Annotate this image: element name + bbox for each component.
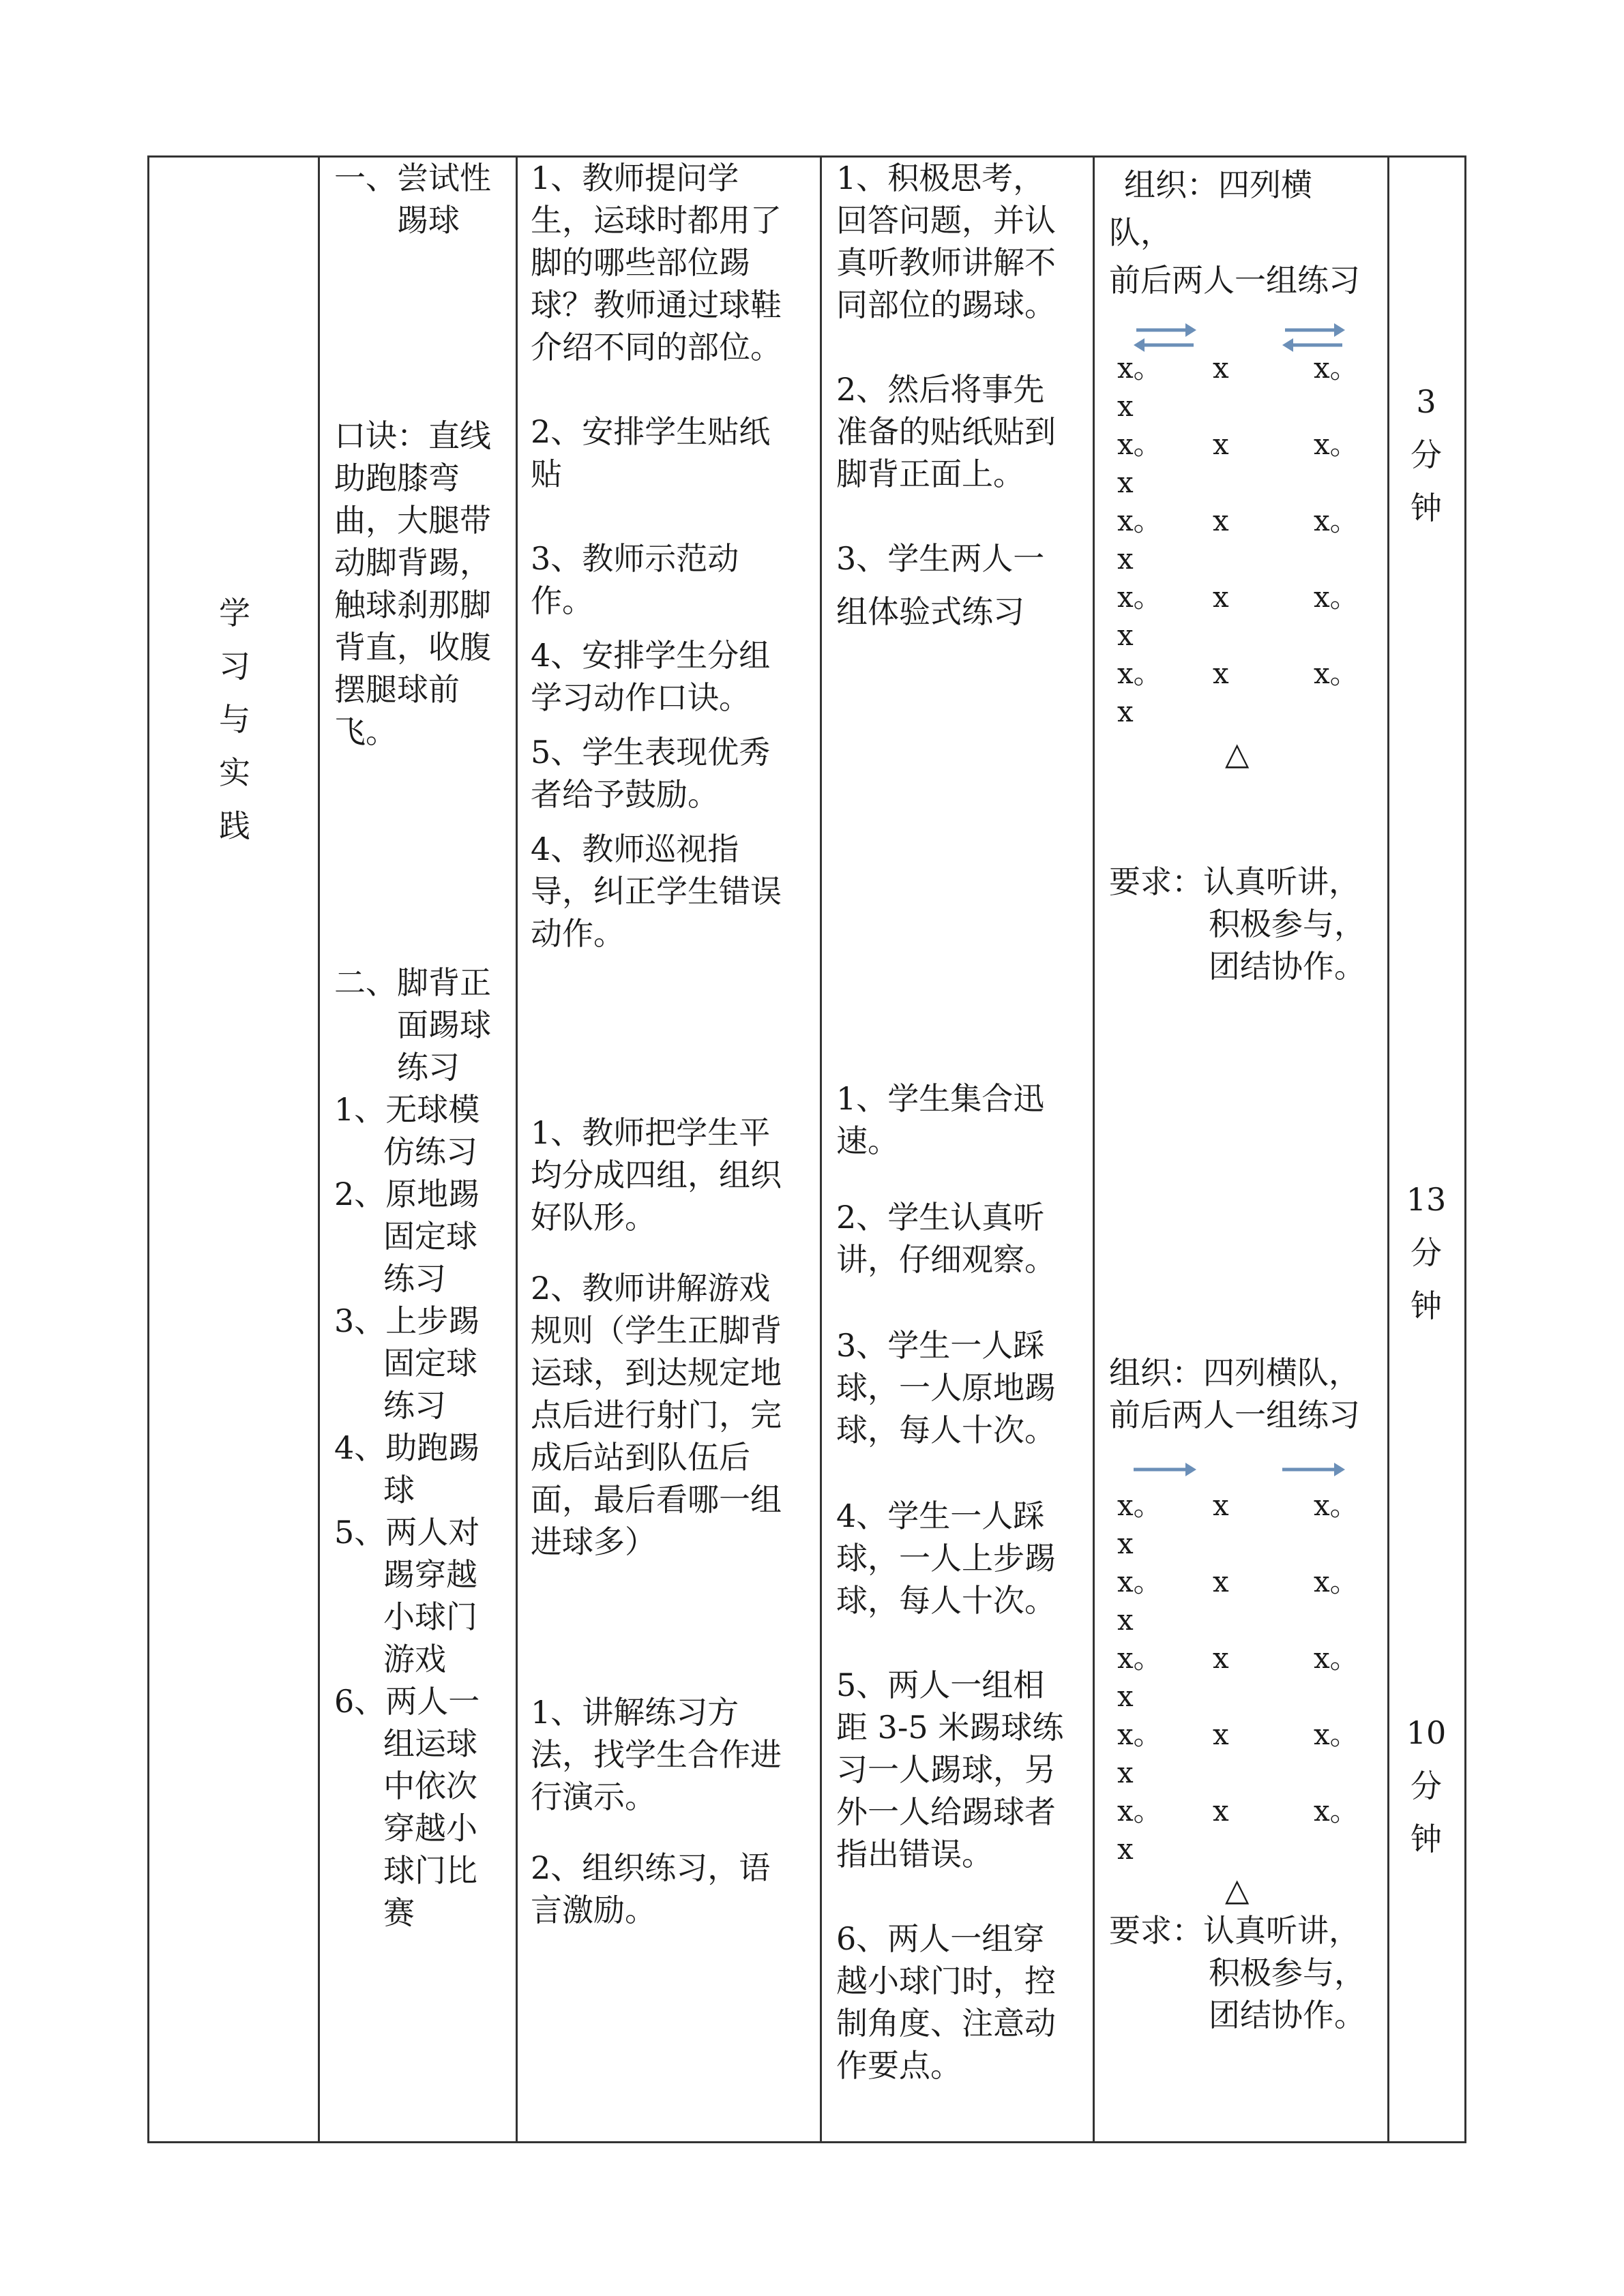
- teacher-line: 法，找学生合作进: [531, 1736, 782, 1773]
- formation-row: x: [1117, 1756, 1134, 1789]
- content-line: 练习: [383, 1260, 446, 1297]
- content-line: 游戏: [383, 1641, 446, 1678]
- student-line: 6、两人一组穿: [836, 1920, 1045, 1957]
- student-line: 准备的贴纸贴到: [836, 413, 1056, 450]
- teacher-line: 1、讲解练习方: [531, 1694, 739, 1731]
- teacher-line: 规则（学生正脚背: [531, 1312, 782, 1349]
- teacher-line: 面，最后看哪一组: [531, 1481, 782, 1518]
- section-label-char: 与: [219, 701, 250, 738]
- formation-row: x。 x x。: [1117, 504, 1359, 537]
- time-unit: 分: [1411, 436, 1442, 473]
- teacher-line: 好队形。: [531, 1199, 656, 1236]
- content-line: 赛: [383, 1894, 415, 1931]
- student-line: 1、学生集合迅: [836, 1080, 1045, 1117]
- formation-row: x。 x x。: [1117, 1718, 1359, 1751]
- teacher-line: 5、学生表现优秀: [531, 734, 771, 771]
- formation-diagram-1: [1117, 349, 1376, 731]
- section-label-char: 实: [219, 754, 250, 791]
- teacher-line: 言激励。: [531, 1892, 656, 1928]
- teacher-line: 导，纠正学生错误: [531, 873, 782, 910]
- formation-row: x。 x x。: [1117, 580, 1359, 614]
- content-line: 中依次: [383, 1768, 477, 1804]
- teacher-line: 成后站到队伍后: [531, 1439, 750, 1476]
- student-line: 速。: [836, 1122, 899, 1159]
- student-line: 同部位的踢球。: [836, 286, 1056, 323]
- formation-row: x: [1117, 1527, 1134, 1560]
- time-unit: 钟: [1411, 1821, 1442, 1858]
- section-label-char: 习: [219, 648, 250, 685]
- student-line: 球，每人十次。: [836, 1412, 1056, 1448]
- content-line: 练习: [383, 1387, 446, 1424]
- teacher-position-triangle: △: [1225, 735, 1250, 772]
- content-line: 飞。: [334, 713, 397, 750]
- table-right-border: [1464, 155, 1466, 2143]
- student-line: 3、学生两人一: [836, 540, 1045, 577]
- time-value: 13: [1406, 1181, 1447, 1218]
- student-line: 真听教师讲解不: [836, 244, 1056, 281]
- student-line: 球，每人十次。: [836, 1582, 1056, 1619]
- student-line: 指出错误。: [836, 1836, 993, 1873]
- teacher-line: 2、安排学生贴纸: [531, 413, 771, 450]
- formation-diagram-2: [1117, 1487, 1376, 1868]
- content-line: 4、助跑踢: [334, 1429, 480, 1466]
- formation-row: x: [1117, 695, 1134, 728]
- content-line: 二、脚背正: [334, 964, 491, 1001]
- teacher-line: 2、教师讲解游戏: [531, 1270, 771, 1307]
- student-line: 1、积极思考，: [836, 160, 1045, 196]
- content-line: 6、两人一: [334, 1683, 480, 1720]
- student-line: 脚背正面上。: [836, 456, 1024, 492]
- org-title: 前后两人一组练习: [1109, 1397, 1360, 1433]
- teacher-line: 学习动作口诀。: [531, 679, 750, 716]
- student-line: 习一人踢球，另: [836, 1751, 1056, 1788]
- formation-row: x: [1117, 1832, 1134, 1866]
- content-line: 3、上步踢: [334, 1302, 480, 1339]
- formation-row: x。 x x。: [1117, 1565, 1359, 1598]
- teacher-line: 生，运球时都用了: [531, 202, 782, 239]
- content-line: 助跑膝弯: [334, 460, 460, 496]
- student-line: 球，一人原地踢: [836, 1369, 1056, 1406]
- content-line: 组运球: [383, 1725, 477, 1762]
- content-line: 口诀：直线: [334, 417, 491, 454]
- teacher-line: 贴: [531, 456, 562, 492]
- student-line: 4、学生一人踩: [836, 1497, 1045, 1534]
- time-entry: [1389, 1706, 1464, 1866]
- org-requirement: 积极参与，: [1209, 1954, 1365, 1991]
- student-line: 外一人给踢球者: [836, 1793, 1056, 1830]
- content-line: 面踢球: [397, 1007, 491, 1043]
- student-line: 作要点。: [836, 2047, 962, 2084]
- student-line: 距 3-5 米踢球练: [836, 1709, 1064, 1746]
- student-line: 制角度、注意动: [836, 2005, 1056, 2042]
- content-line: 1、无球模: [334, 1091, 480, 1128]
- student-line: 球，一人上步踢: [836, 1540, 1056, 1577]
- content-line: 曲，大腿带: [334, 502, 491, 539]
- content-line: 踢穿越: [383, 1556, 477, 1593]
- formation-row: x: [1117, 1603, 1134, 1637]
- col-divider-2: [516, 155, 518, 2143]
- student-line: 3、学生一人踩: [836, 1327, 1045, 1364]
- formation-row: x。 x x。: [1117, 428, 1359, 461]
- teacher-position-triangle: △: [1225, 1871, 1250, 1908]
- teacher-line: 均分成四组，组织: [531, 1157, 782, 1193]
- content-line: 固定球: [383, 1345, 477, 1382]
- content-line: 触球刹那脚: [334, 586, 491, 623]
- student-line: 越小球门时，控: [836, 1963, 1056, 1999]
- content-line: 2、原地踢: [334, 1176, 480, 1212]
- content-line: 固定球: [383, 1218, 477, 1255]
- student-line: 讲，仔细观察。: [836, 1241, 1056, 1278]
- section-label-char: 践: [219, 807, 250, 844]
- time-value: 10: [1406, 1714, 1447, 1751]
- teacher-line: 点后进行射门，完: [531, 1397, 782, 1433]
- formation-row: x: [1117, 389, 1134, 423]
- org-title: 前后两人一组练习: [1109, 262, 1360, 299]
- org-requirement: 团结协作。: [1209, 948, 1365, 985]
- formation-row: x。 x x。: [1117, 1641, 1359, 1675]
- time-entry: [1389, 375, 1464, 535]
- org-requirement: 团结协作。: [1209, 1997, 1365, 2033]
- content-line: 踢球: [397, 202, 460, 239]
- time-unit: 分: [1411, 1768, 1442, 1804]
- teacher-line: 运球，到达规定地: [531, 1354, 782, 1391]
- formation-row: x。 x x。: [1117, 657, 1359, 690]
- student-line: 2、然后将事先: [836, 371, 1045, 408]
- time-unit: 分: [1411, 1234, 1442, 1271]
- teacher-line: 1、教师提问学: [531, 160, 739, 196]
- formation-row: x: [1117, 618, 1134, 652]
- content-line: 球: [383, 1472, 415, 1508]
- student-line: 5、两人一组相: [836, 1667, 1045, 1703]
- teacher-line: 2、组织练习，语: [531, 1849, 771, 1886]
- content-line: 小球门: [383, 1598, 477, 1635]
- col-divider-1: [318, 155, 320, 2143]
- right-arrow-icon: [1280, 1459, 1348, 1480]
- org-title: 组织：四列横队，: [1109, 1354, 1360, 1391]
- student-line: 回答问题，并认: [836, 202, 1056, 239]
- formation-row: x: [1117, 542, 1134, 576]
- org-requirement: 要求：认真听讲，: [1109, 1912, 1360, 1949]
- content-line: 5、两人对: [334, 1514, 480, 1551]
- teacher-line: 动作。: [531, 915, 625, 952]
- table-left-border: [147, 155, 149, 2143]
- teacher-line: 4、教师巡视指: [531, 831, 739, 867]
- formation-row: x。 x x。: [1117, 1794, 1359, 1828]
- content-line: 穿越小: [383, 1810, 477, 1847]
- formation-row: x: [1117, 1680, 1134, 1713]
- org-title: 组织：四列横: [1124, 166, 1312, 203]
- section-label-char: 学: [219, 595, 250, 631]
- content-line: 仿练习: [383, 1133, 477, 1170]
- content-line: 背直，收腹: [334, 629, 491, 666]
- content-line: 动脚背踢，: [334, 544, 491, 581]
- formation-row: x。 x x。: [1117, 1489, 1359, 1522]
- teacher-line: 者给予鼓励。: [531, 776, 719, 813]
- teacher-line: 4、安排学生分组: [531, 637, 771, 674]
- teacher-line: 球？教师通过球鞋: [531, 286, 782, 323]
- table-bottom-border: [147, 2141, 1466, 2143]
- content-line: 一、尝试性: [334, 160, 491, 196]
- time-unit: 钟: [1411, 490, 1442, 526]
- section-label: [210, 586, 259, 852]
- content-line: 练习: [397, 1049, 460, 1086]
- time-value: 3: [1416, 383, 1436, 420]
- formation-row: x。 x x。: [1117, 351, 1359, 385]
- student-line: 2、学生认真听: [836, 1199, 1045, 1236]
- org-requirement: 要求：认真听讲，: [1109, 863, 1360, 900]
- teacher-line: 3、教师示范动: [531, 540, 739, 577]
- right-arrow-icon: [1131, 1459, 1199, 1480]
- teacher-line: 脚的哪些部位踢: [531, 244, 750, 281]
- content-line: 摆腿球前: [334, 671, 460, 708]
- teacher-line: 进球多）: [531, 1523, 656, 1560]
- teacher-line: 介绍不同的部位。: [531, 329, 782, 366]
- org-requirement: 积极参与，: [1209, 906, 1365, 942]
- teacher-line: 作。: [531, 582, 593, 619]
- formation-row: x: [1117, 466, 1134, 499]
- teacher-line: 1、教师把学生平: [531, 1114, 771, 1151]
- student-line: 组体验式练习: [836, 593, 1024, 630]
- content-line: 球门比: [383, 1852, 477, 1889]
- time-unit: 钟: [1411, 1287, 1442, 1324]
- col-divider-3: [820, 155, 822, 2143]
- org-title: 队，: [1109, 214, 1172, 251]
- teacher-line: 行演示。: [531, 1778, 656, 1815]
- time-entry: [1389, 1173, 1464, 1332]
- col-divider-4: [1093, 155, 1095, 2143]
